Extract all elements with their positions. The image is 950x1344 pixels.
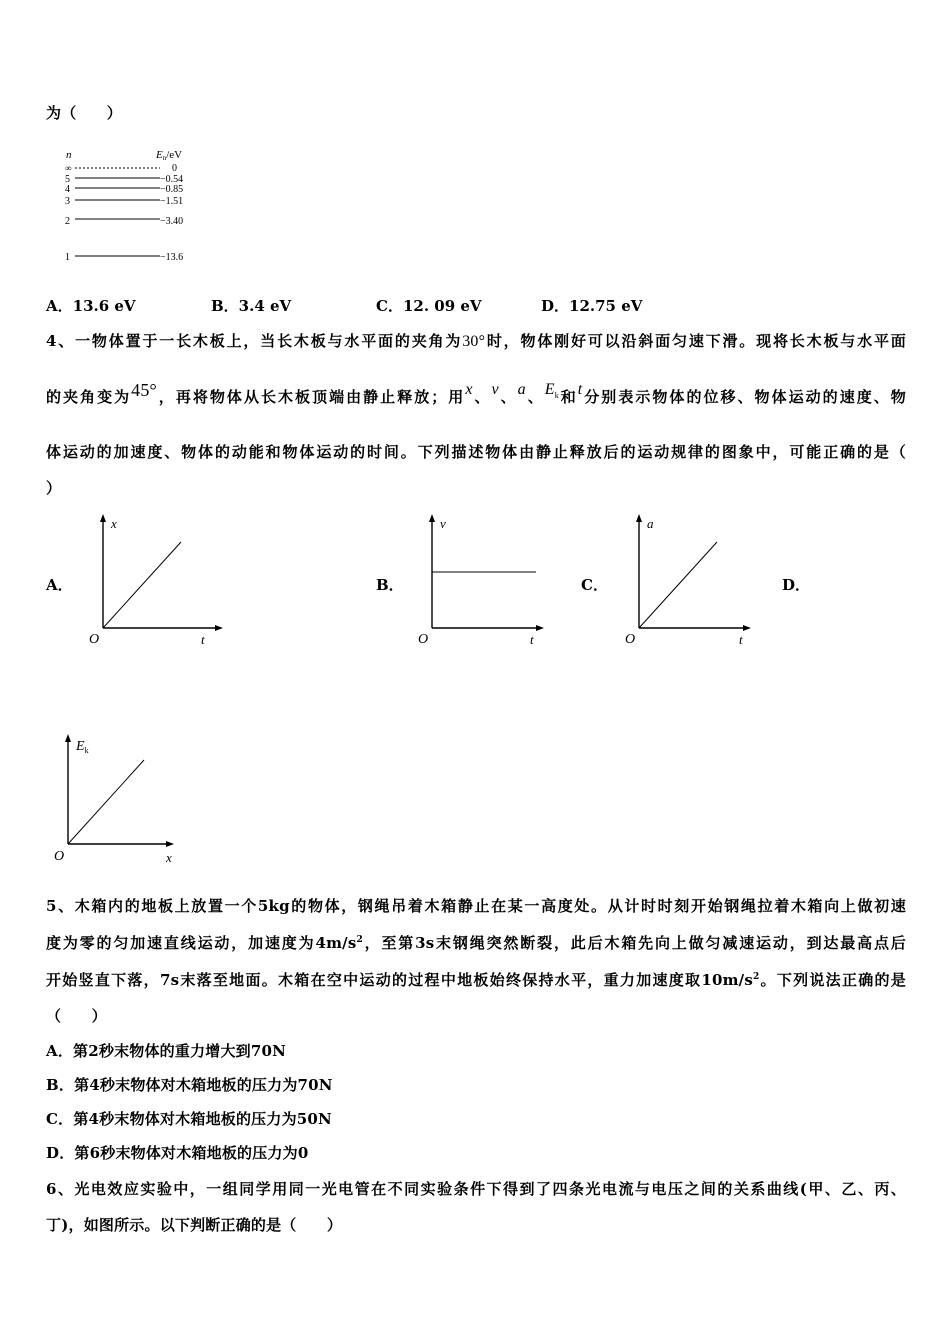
q4-graph-c-y-label: a [647,516,654,531]
energy-level-diagram [60,142,220,270]
angle-45: 45° [131,380,157,400]
q4-graph-d [50,732,190,868]
q4-option-c-label[interactable]: C． [581,576,608,594]
level-n-4: 4 [65,184,70,195]
q4-graph-a-y-label: x [111,516,117,531]
level-energy-4: −0.85 [160,184,184,195]
q4-graph-a-line [103,542,181,628]
q4-option-b-label[interactable]: B． [376,576,404,594]
q3-option-b[interactable]: B．3.4 eV [211,297,292,315]
q4-option-a-label[interactable]: A． [46,576,73,594]
energy-level-1 [65,252,183,263]
angle-30: 30° [462,333,486,350]
q3-option-c[interactable]: C．12. 09 eV [376,297,482,315]
level-energy-1: −13.6 [160,252,184,263]
q3-option-d[interactable]: D．12.75 eV [541,297,643,315]
level-n-3: 3 [65,196,70,207]
q4-graph-c-line [639,542,717,628]
q4-graph-a [85,512,225,648]
q4-graph-d-x-label: x [166,850,172,865]
q6-stem-line2: 丁)，如图所示。以下判断正确的是（ ） [46,1216,343,1234]
energy-diagram-e-label: En/eV [156,149,183,162]
energy-level-4 [65,184,183,195]
q4-graph-c-origin: O [625,632,636,647]
q4-graph-b-x-label: t [530,632,534,647]
q4-graph-b [414,512,554,648]
level-energy-inf: 0 [172,163,177,174]
q4-stem-line4: ） [46,479,62,497]
level-n-5: 5 [65,174,70,185]
q4-option-d-label[interactable]: D． [782,576,811,594]
q4-graph-c [621,512,761,648]
q3-stem-tail: 为（ ） [46,104,123,122]
level-energy-2: −3.40 [160,216,184,227]
energy-level-2 [65,216,183,227]
q4-graph-a-x-label: t [201,632,205,647]
q5-option-d[interactable]: D．第6秒末物体对木箱地板的压力为0 [46,1144,309,1162]
level-energy-3: −1.51 [160,196,184,207]
energy-level-3 [65,196,183,207]
q5-stem-line3: 开始竖直下落，7s末落至地面。木箱在空中运动的过程中地板始终保持水平，重力加速度取$10m/s^2$。下列说法正确的是 [46,971,906,989]
q4-graph-c-x-label: t [739,632,743,647]
q4-graph-b-origin: O [418,632,429,647]
q4-graph-d-y-label: $E_k$ [76,739,89,755]
level-energy-5: −0.54 [160,174,184,185]
q3-option-a[interactable]: A．13.6 eV [46,297,136,315]
q5-option-b[interactable]: B．第4秒末物体对木箱地板的压力为70N [46,1076,333,1094]
level-n-2: 2 [65,216,70,227]
q4-graph-b-y-label: v [440,516,446,531]
q4-stem-line2: 的夹角变为45°，再将物体从长木板顶端由静止释放；用x、v、a、$E^k$和t分别表示物体的位移、物体运动的速度、物 [46,380,906,406]
energy-diagram-n-label: n [66,149,72,161]
energy-level-inf [65,163,177,174]
q4-stem-line3: 体运动的加速度、物体的动能和物体运动的时间。下列描述物体由静止释放后的运动规律的图象中，可能正确的是（ [46,443,906,461]
q4-graph-a-origin: O [89,632,100,647]
q5-stem-line1: 5、木箱内的地板上放置一个5kg的物体，钢绳吊着木箱静止在某一高度处。从计时时刻开始钢绳拉着木箱向上做初速 [46,897,906,915]
q5-option-c[interactable]: C．第4秒末物体对木箱地板的压力为50N [46,1110,332,1128]
q6-stem-line1: 6、光电效应实验中，一组同学用同一光电管在不同实验条件下得到了四条光电流与电压之间的关系曲线(甲、乙、丙、 [46,1180,906,1198]
q4-graph-d-origin: O [54,849,65,864]
q5-option-a[interactable]: A．第2秒末物体的重力增大到70N [46,1042,287,1060]
level-n-inf: ∞ [65,163,72,173]
level-n-1: 1 [65,252,70,263]
q4-graph-d-line [68,760,144,844]
q5-stem-line2: 度为零的匀加速直线运动，加速度为$4m/s^2$，至第3s末钢绳突然断裂，此后木箱先向上做匀减速运动，到达最高点后 [46,934,906,952]
q5-stem-line4: （ ） [46,1007,107,1025]
q4-stem-line1: 4、一物体置于一长木板上，当长木板与水平面的夹角为30°时，物体刚好可以沿斜面匀速下滑。现将长木板与水平面 [46,332,906,350]
